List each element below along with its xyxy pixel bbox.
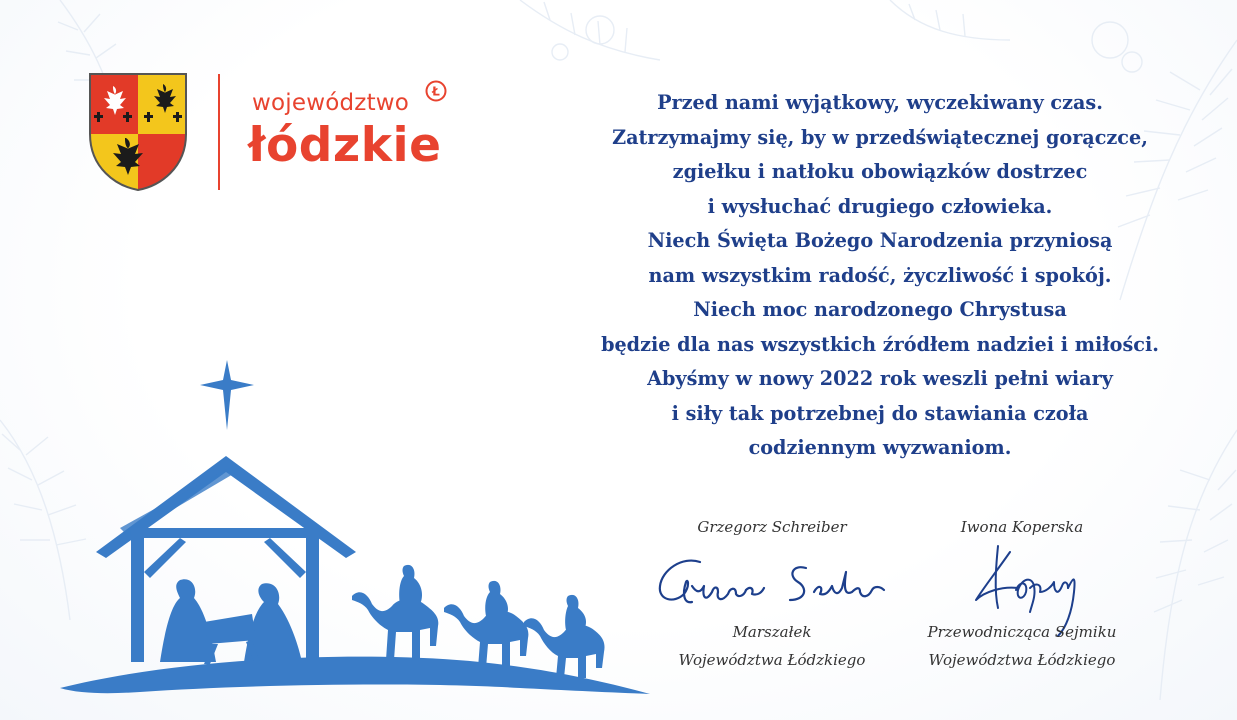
brand-name-line1: województwo — [252, 90, 410, 116]
greeting-line-11: codziennym wyzwaniom. — [748, 436, 1012, 459]
signatory-role-line1: Przewodnicząca Sejmiku — [927, 623, 1117, 641]
signatory-role-line1: Marszałek — [732, 623, 812, 641]
star-of-bethlehem-icon — [200, 360, 254, 430]
greeting-line-3: zgiełku i natłoku obowiązków dostrzec — [672, 160, 1088, 183]
signatory-name: Grzegorz Schreiber — [697, 518, 847, 536]
greeting-line-4: i wysłuchać drugiego człowieka. — [707, 194, 1053, 218]
brand-circle-mark — [425, 80, 447, 102]
brand-name-line2: łódzkie — [248, 118, 442, 173]
signatory-name: Iwona Koperska — [960, 518, 1084, 536]
handwritten-signature-koperska — [872, 542, 1172, 618]
greeting-line-1: Przed nami wyjątkowy, wyczekiwany czas. — [657, 91, 1103, 114]
greeting-line-10: i siły tak potrzebnej do stawiania czoła — [671, 401, 1089, 425]
greeting-line-6: nam wszystkim radość, życzliwość i spokój. — [648, 263, 1112, 287]
brand-mark-letter: Ł — [432, 84, 440, 99]
nativity-scene-icon — [0, 350, 680, 720]
greeting-line-2: Zatrzymajmy się, by w przedświątecznej gorączce, — [612, 125, 1148, 149]
signatory-role-line2: Województwa Łódzkiego — [928, 651, 1116, 669]
greeting-line-8: będzie dla nas wszystkich źródłem nadziei i miłości. — [601, 332, 1159, 356]
signatory-role-line2: Województwa Łódzkiego — [678, 651, 866, 669]
coat-of-arms-icon — [88, 72, 188, 192]
greeting-line-5: Niech Święta Bożego Narodzenia przyniosą — [647, 229, 1113, 252]
greeting-line-9: Abyśmy w nowy 2022 rok weszli pełni wiary — [647, 367, 1113, 390]
signature-block-chairwoman — [872, 518, 1172, 674]
greeting-line-7: Niech moc narodzonego Chrystusa — [693, 298, 1067, 321]
logo-divider — [218, 74, 220, 190]
